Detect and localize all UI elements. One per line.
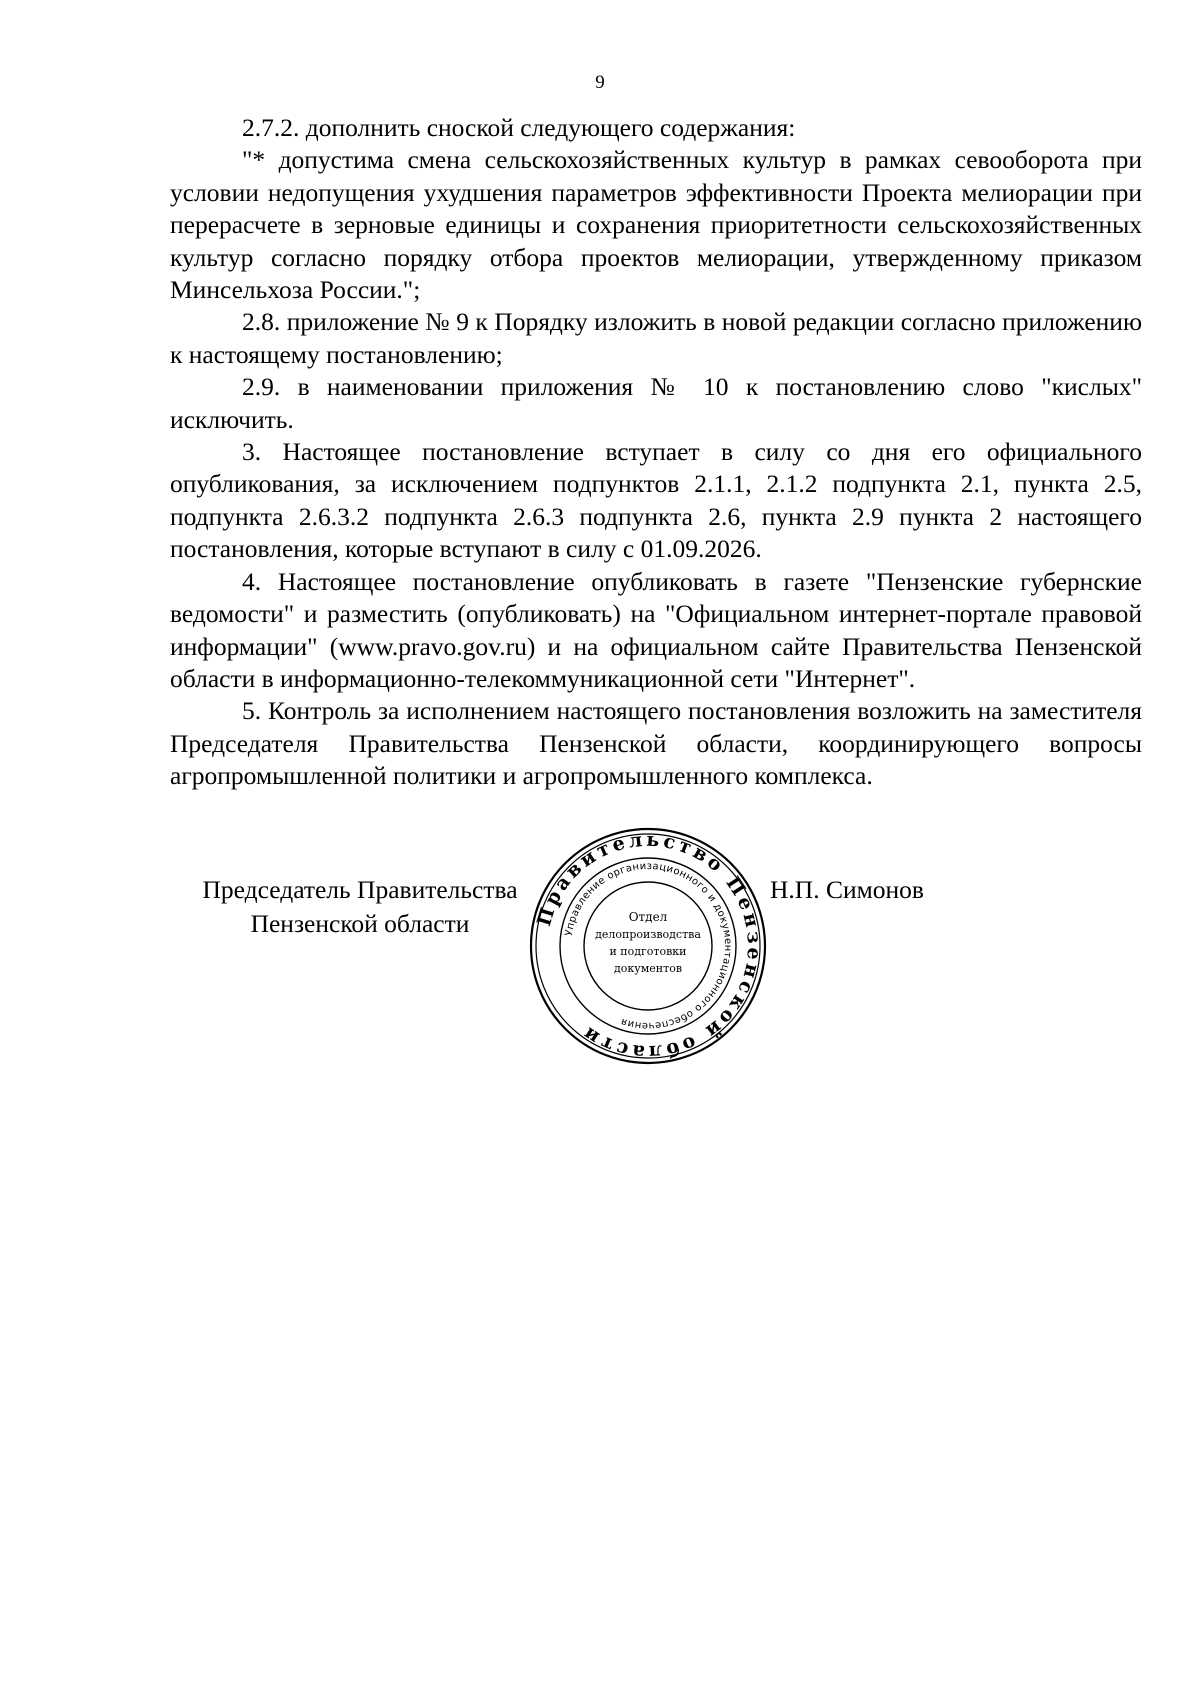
seal-center-line-3: и подготовки	[609, 945, 687, 958]
document-body	[170, 112, 1142, 793]
seal-outer-text: Правительство Пензенской области	[532, 828, 766, 1064]
paragraph-2-7-2: 2.7.2. дополнить сноской следующего содержания:	[242, 113, 796, 142]
seal-inner-ring-text: Управление организационного и документационного обеспечения	[563, 860, 734, 1032]
official-seal-stamp	[528, 826, 768, 1066]
signatory-position	[180, 873, 540, 941]
paragraph-4: 4. Настоящее постановление опубликовать в газете "Пензенские губернские ведомости" и разместить (опубликовать) на "Официальном интернет-портале правовой информации" (www.pravo.gov.ru) и на официальном сайте Правительства Пензенской области в информационно-телекоммуникационной сети "Интернет".	[170, 566, 1142, 693]
paragraph-2-8: 2.8. приложение № 9 к Порядку изложить в новой редакции согласно приложению к настоящему постановлению;	[170, 307, 1142, 369]
seal-center-line-4: документов	[613, 962, 683, 975]
paragraph-3: 3. Настоящее постановление вступает в силу со дня его официального опубликования, за исключением подпунктов 2.1.1, 2.1.2 подпункта 2.1, пункта 2.5, подпункта 2.6.3.2 подпункта 2.6.3 подпункта 2.6, пункта 2.9 пункта 2 настоящего постановления, которые вступают в силу с 01.09.2026.	[170, 437, 1142, 564]
paragraph-2-9: 2.9. в наименовании приложения № 10 к постановлению слово "кислых" исключить.	[170, 372, 1142, 434]
paragraph-5: 5. Контроль за исполнением настоящего постановления возложить на заместителя Председателя Правительства Пензенской области, координирующего вопросы агропромышленной политики и агропромышленного комплекса.	[170, 696, 1142, 791]
seal-center-line-1: Отдел	[628, 910, 668, 924]
seal-center-line-2: делопроизводства	[595, 928, 701, 941]
signatory-name: Н.П. Симонов	[770, 875, 924, 904]
signatory-position-line-2: Пензенской области	[250, 909, 470, 938]
signatory-position-line-1: Председатель Правительства	[202, 875, 518, 904]
paragraph-footnote-text: "* допустима смена сельскохозяйственных культур в рамках севооборота при условии недопущения ухудшения параметров эффективности Проекта мелиорации при перерасчете в зерновые единицы и сохранения приоритетности сельскохозяйственных культур согласно порядку отбора проектов мелиорации, утвержденному приказом Минсельхоза России.";	[170, 145, 1142, 305]
page-number: 9	[595, 72, 605, 93]
